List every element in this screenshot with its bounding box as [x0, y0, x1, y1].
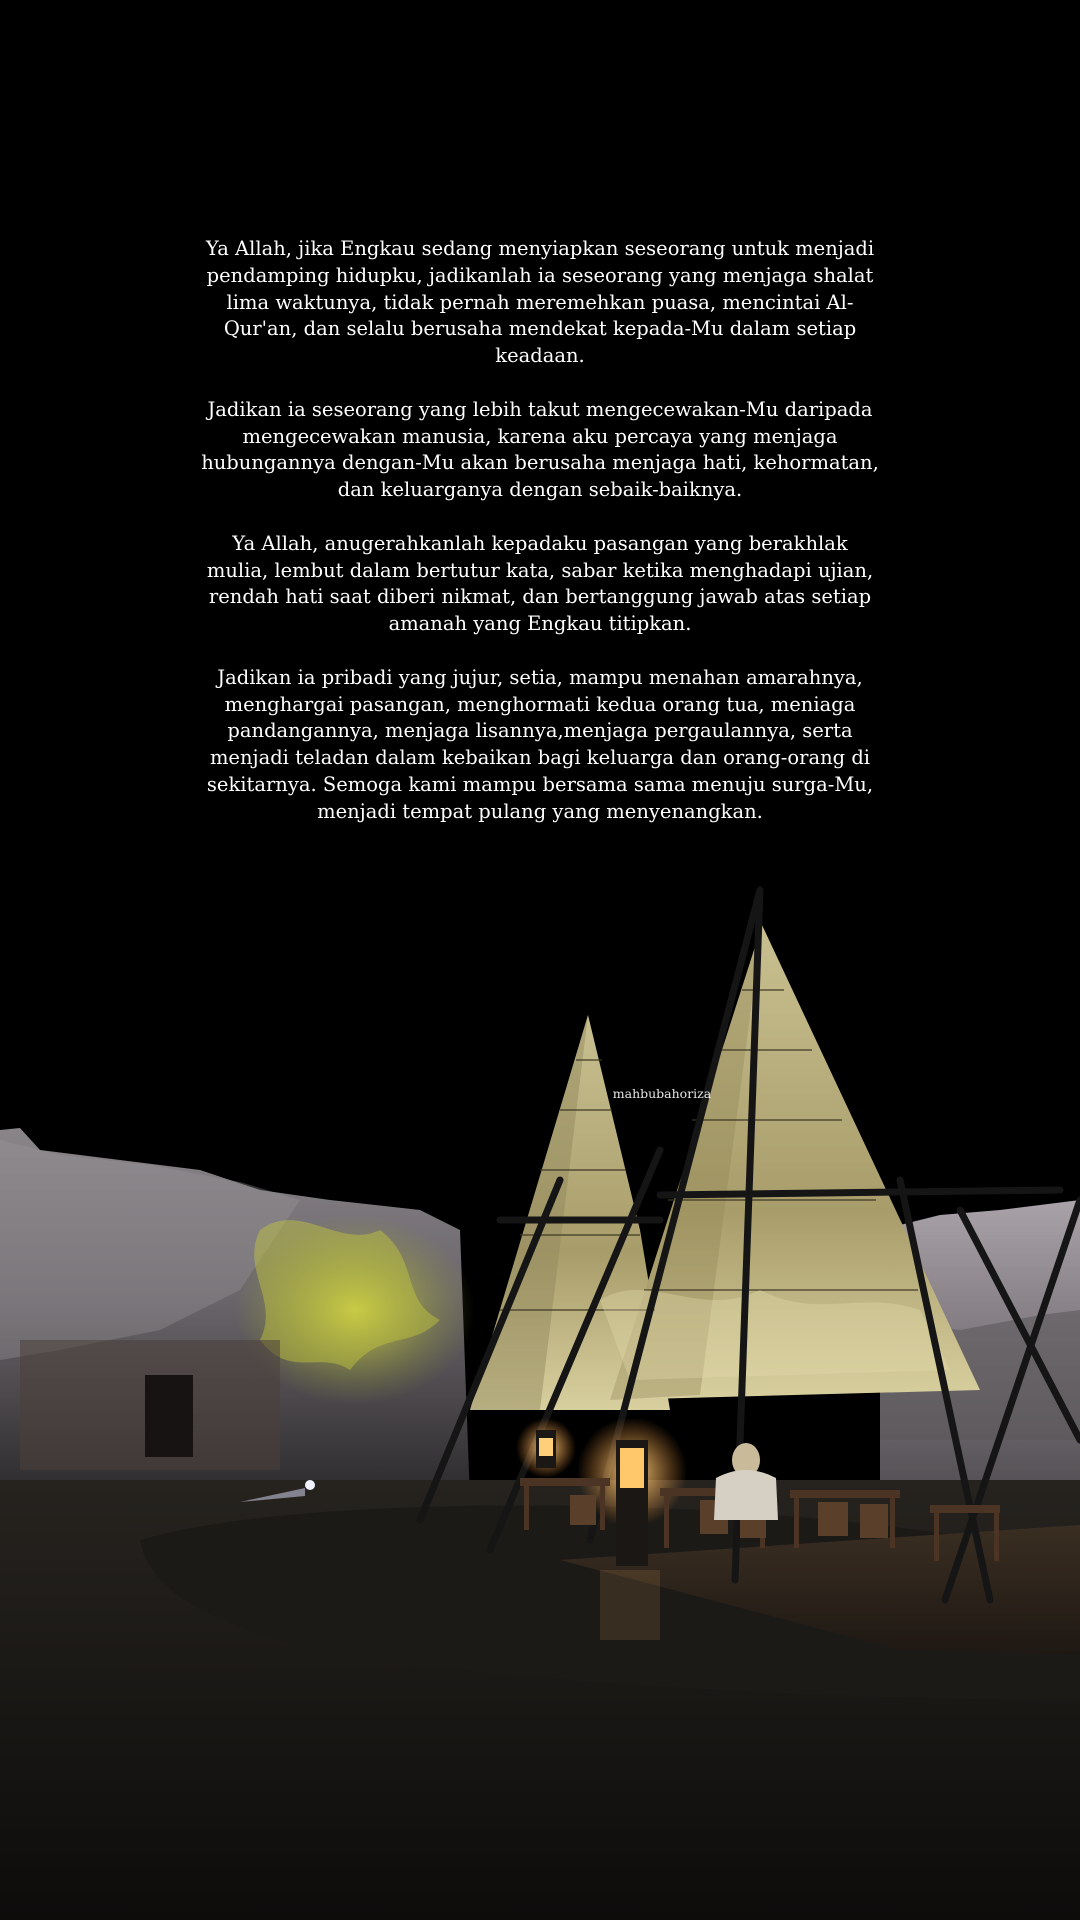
- caption-paragraph: Jadikan ia seseorang yang lebih takut mengecewakan-Mu daripada mengecewakan manusia, karena aku percaya yang menjaga hubungannya dengan-Mu akan berusaha menjaga hati, kehormatan, dan keluarganya dengan sebaik-baiknya.: [201, 397, 879, 502]
- story-caption: [200, 236, 880, 852]
- caption-paragraph: Ya Allah, jika Engkau sedang menyiapkan seseorang untuk menjadi pendamping hidupku, jadikanlah ia seseorang yang menjaga shalat lima waktunya, tidak pernah meremehkan puasa, mencintai Al-Qur'an, dan selalu berusaha mendekat kepada-Mu dalam setiap keadaan.: [205, 237, 875, 368]
- caption-paragraph: Ya Allah, anugerahkanlah kepadaku pasangan yang berakhlak mulia, lembut dalam bertutur kata, sabar ketika menghadapi ujian, rendah hati saat diberi nikmat, dan bertanggung jawab atas setiap amanah yang Engkau titipkan.: [206, 531, 874, 636]
- username-watermark: mahbubahoriza: [612, 1086, 712, 1101]
- caption-paragraph: Jadikan ia pribadi yang jujur, setia, mampu menahan amarahnya, menghargai pasangan, menghormati kedua orang tua, meniaga pandangannya, menjaga lisannya,menjaga pergaulannya, serta menjadi teladan dalam kebaikan bagi keluarga dan orang-orang di sekitarnya. Semoga kami mampu bersama sama menuju surga-Mu, menjadi tempat pulang yang menyenangkan.: [206, 665, 874, 823]
